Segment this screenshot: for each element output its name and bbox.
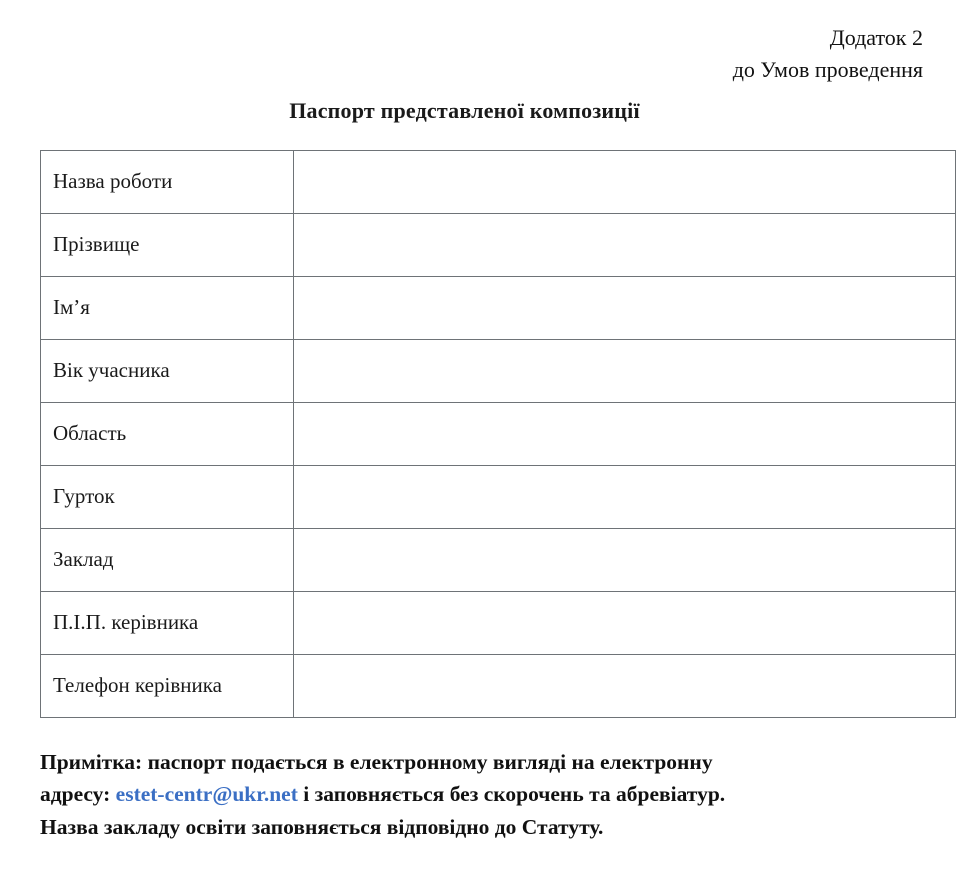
passport-table — [40, 150, 956, 718]
row-value-prizvyshche[interactable] — [294, 213, 956, 276]
table-row — [41, 528, 956, 591]
row-value-telefon-kerivnyka[interactable] — [294, 654, 956, 717]
row-value-nazva-roboty[interactable] — [294, 150, 956, 213]
document-header — [40, 22, 929, 86]
note-line-1: Примітка: паспорт подається в електронному вигляді на електронну — [40, 749, 713, 774]
row-label-telefon-kerivnyka: Телефон керівника — [41, 654, 294, 717]
row-value-vik-uchasnyka[interactable] — [294, 339, 956, 402]
row-label-nazva-roboty: Назва роботи — [41, 150, 294, 213]
table-row — [41, 150, 956, 213]
row-value-hurtok[interactable] — [294, 465, 956, 528]
row-label-imya: Ім’я — [41, 276, 294, 339]
row-label-pip-kerivnyka: П.І.П. керівника — [41, 591, 294, 654]
row-label-vik-uchasnyka: Вік учасника — [41, 339, 294, 402]
table-row — [41, 465, 956, 528]
row-label-zaklad: Заклад — [41, 528, 294, 591]
note-line-3: Назва закладу освіти заповняється відповідно до Статуту. — [40, 815, 604, 840]
table-row — [41, 276, 956, 339]
row-label-prizvyshche: Прізвище — [41, 213, 294, 276]
note-block — [40, 746, 870, 844]
page-title: Паспорт представленої композиції — [289, 97, 640, 123]
note-line-2-prefix: адресу: — [40, 782, 116, 807]
table-row — [41, 402, 956, 465]
table-row — [41, 591, 956, 654]
row-label-oblast: Область — [41, 402, 294, 465]
appendix-reference: до Умов проведення — [732, 56, 923, 82]
table-row — [41, 654, 956, 717]
table-row — [41, 339, 956, 402]
row-value-pip-kerivnyka[interactable] — [294, 591, 956, 654]
row-value-oblast[interactable] — [294, 402, 956, 465]
row-label-hurtok: Гурток — [41, 465, 294, 528]
row-value-imya[interactable] — [294, 276, 956, 339]
table-row — [41, 213, 956, 276]
row-value-zaklad[interactable] — [294, 528, 956, 591]
appendix-number: Додаток 2 — [829, 25, 923, 50]
email-link[interactable]: estet-centr@ukr.net — [115, 782, 298, 807]
note-line-2-suffix: і заповняється без скорочень та абревіатур. — [297, 782, 726, 807]
